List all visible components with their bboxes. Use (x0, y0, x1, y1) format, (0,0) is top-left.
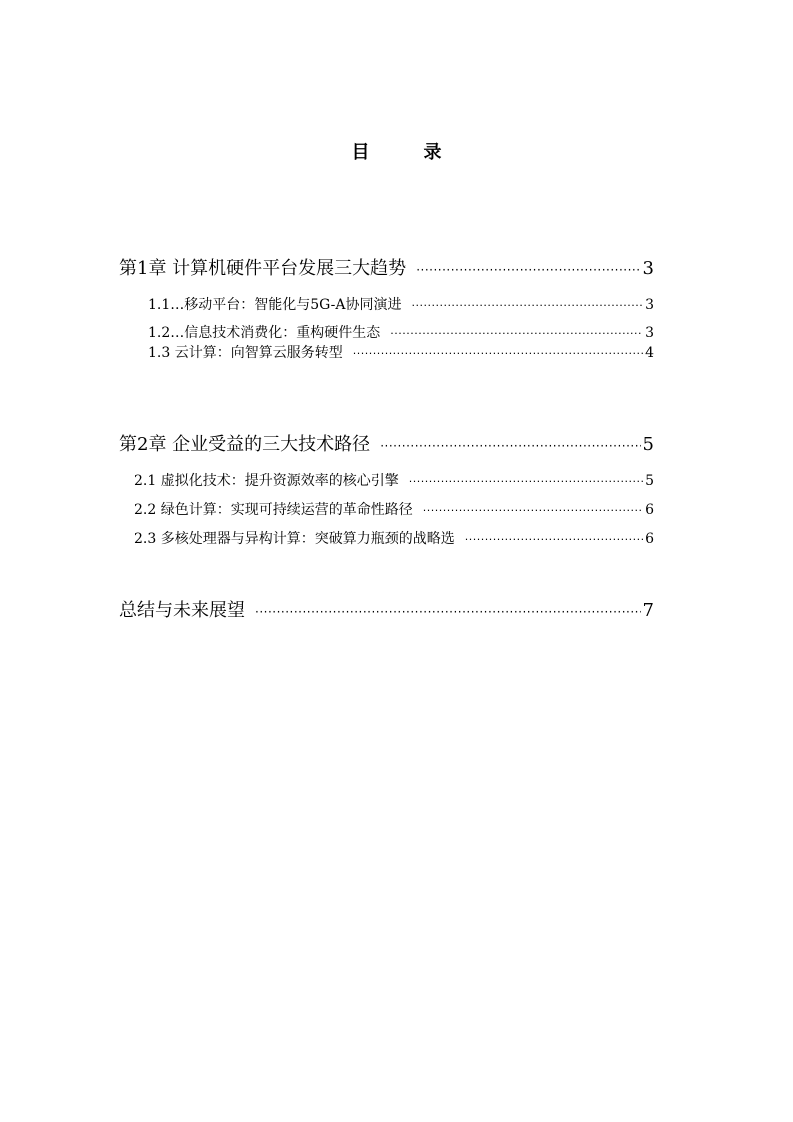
toc-page-number: 6 (645, 502, 654, 518)
dot-leader (255, 605, 641, 619)
toc-page-number: 6 (645, 531, 654, 547)
toc-section-2-3[interactable] (134, 528, 654, 548)
dot-leader (390, 327, 643, 340)
toc-page-number: 3 (645, 297, 654, 313)
dot-leader (465, 533, 643, 546)
toc-section-1-2[interactable] (148, 322, 654, 342)
toc-page-number: 4 (645, 345, 654, 361)
toc-section-1-3[interactable] (148, 342, 654, 362)
toc-section-label: 1.2…信息技术消费化：重构硬件生态 (148, 325, 381, 341)
toc-page-number: 3 (642, 258, 654, 279)
toc-title: 目 录 (351, 142, 460, 163)
toc-page-number: 3 (645, 325, 654, 341)
toc-chapter-label: 第1章 计算机硬件平台发展三大趋势 (119, 258, 407, 279)
toc-chapter-1[interactable] (119, 254, 654, 280)
dot-leader (423, 504, 643, 517)
toc-section-label: 2.3 多核处理器与异构计算：突破算力瓶颈的战略选 (134, 531, 455, 547)
dot-leader (353, 347, 643, 360)
toc-section-label: 1.3 云计算：向智算云服务转型 (148, 345, 343, 361)
toc-chapter-2[interactable] (119, 430, 654, 456)
toc-page-number: 7 (642, 600, 654, 621)
toc-section-2-1[interactable] (134, 470, 654, 490)
toc-chapter-summary[interactable] (119, 596, 654, 622)
toc-chapter-label: 第2章 企业受益的三大技术路径 (119, 434, 371, 455)
toc-page-number: 5 (642, 434, 654, 455)
toc-chapter-label: 总结与未来展望 (119, 600, 245, 621)
dot-leader (411, 299, 643, 312)
dot-leader (380, 439, 640, 453)
toc-section-label: 2.1 虚拟化技术：提升资源效率的核心引擎 (134, 473, 399, 489)
toc-section-2-2[interactable] (134, 499, 654, 519)
toc-section-1-1[interactable] (148, 294, 654, 314)
dot-leader (409, 475, 643, 488)
dot-leader (416, 263, 640, 277)
toc-section-label: 1.1…移动平台：智能化与5G-A协同演进 (148, 297, 402, 313)
toc-section-label: 2.2 绿色计算：实现可持续运营的革命性路径 (134, 502, 413, 518)
toc-page-number: 5 (645, 473, 654, 489)
